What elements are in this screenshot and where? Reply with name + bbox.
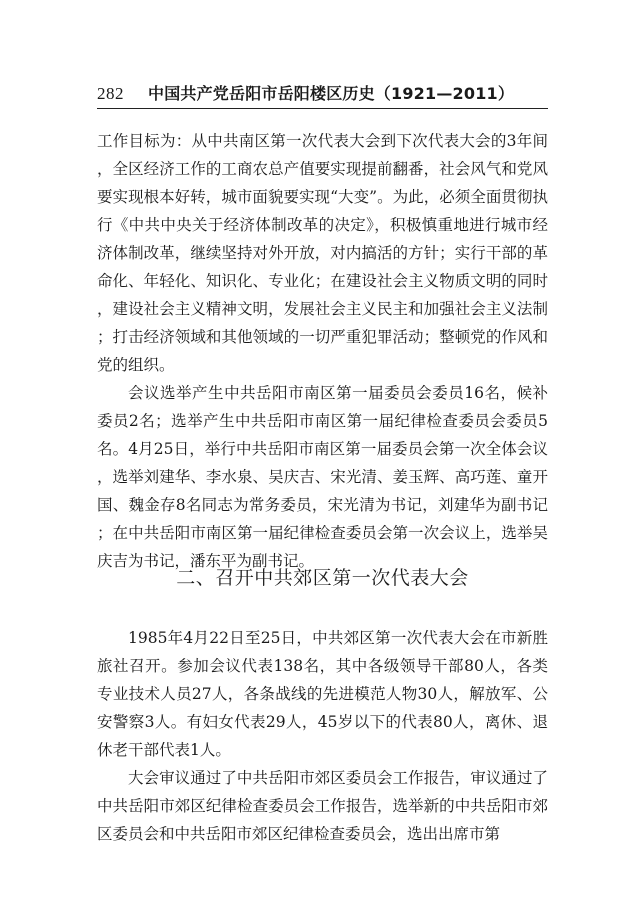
page-number: 282 [97,84,124,103]
paragraph-work-goals: 工作目标为：从中共南区第一次代表大会到下次代表大会的3年间，全区经济工作的工商农总产值要实现提前翻番，社会风气和党风要实现根本好转，城市面貌要实现“大变”。为此，必须全面贯彻执行《中共中央关于经济体制改革的决定》，积极慎重地进行城市经济体制改革，继续坚持对外开放，对内搞活的方针；实行干部的革命化、年轻化、知识化、专业化；在建设社会主义物质文明的同时，建设社会主义精神文明，发展社会主义民主和加强社会主义法制；打击经济领域和其他领域的一切严重犯罪活动；整顿党的作风和党的组织。 [97,132,548,374]
paragraph-congress-review: 大会审议通过了中共岳阳市郊区委员会工作报告，审议通过了中共岳阳市郊区纪律检查委员会工作报告，选举新的中共岳阳市郊区委员会和中共岳阳市郊区纪律检查委员会，选出出席市第 [97,769,548,843]
running-header [97,80,547,104]
section-heading: 二、召开中共郊区第一次代表大会 [176,567,469,589]
paragraph-congress-attendance: 1985年4月22日至25日，中共郊区第一次代表大会在市新胜旅社召开。参加会议代表138名，其中各级领导干部80人，各类专业技术人员27人，各条战线的先进模范人物30人，解放军、公安警察3人。有妇女代表29人，45岁以下的代表80人，离休、退休老干部代表1人。 [97,629,548,759]
body-text-top [97,127,548,575]
paragraph-election-results: 会议选举产生中共岳阳市南区第一届委员会委员16名，候补委员2名；选举产生中共岳阳市南区第一届纪律检查委员会委员5名。4月25日，举行中共岳阳市南区第一届委员会第一次全体会议，选举刘建华、李水泉、吴庆吉、宋光清、姜玉辉、高巧莲、童开国、魏金存8名同志为常务委员，宋光清为书记，刘建华为副书记；在中共岳阳市南区第一届纪律检查委员会第一次会议上，选举吴庆吉为书记，潘东平为副书记。 [97,384,548,570]
body-text-bottom [97,624,548,848]
book-title: 中国共产党岳阳市岳阳楼区历史（1921—2011） [148,84,515,103]
header-rule [97,108,548,109]
